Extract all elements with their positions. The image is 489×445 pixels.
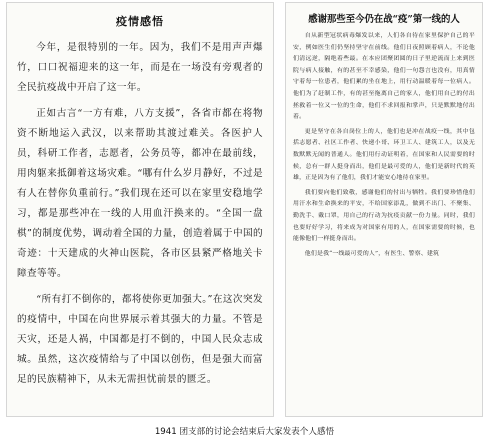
left-document-title: 疫情感悟 (116, 15, 164, 28)
left-paragraph: 正如古言“一方有难，八方支援”，各省市都在将物资不断地运入武汉，以来帮助其渡过难关。各医护人员，科研工作者，志愿者，公务员等，都冲在最前线，用肉躯来抵御着这场灾难。“哪有什么岁月静好，不过是有人在替你负重前行。”我们现在还可以在家里安稳地学习，都是那些冲在一线的人用血汗换来的。“全国一盘棋”的制度优势，调动着全国的力量，创造着属于中国的奇迹：十天建成的火神山医院，各市区县紧严格地关卡障查等等。 (17, 108, 263, 279)
right-paragraph: 他们是我“一线最可爱的人”，有医生、警察、建筑 (304, 250, 440, 257)
image-caption: 1941 团支部的讨论会结束后大家发表个人感悟 (154, 427, 335, 437)
right-document-title: 感谢那些至今仍在战“疫”第一线的人 (308, 14, 460, 25)
left-paragraph: “所有打不倒你的，都将使你更加强大。”在这次突发的疫情中，中国在向世界展示着其强大的力量。不管是天灾，还是人祸，中国都是打不倒的，中国人民众志成城。虽然，这次疫情给与了中国以创伤，但是强大而富足的民族精神下，从未无需担忧前景的匮乏。 (17, 294, 263, 385)
right-paragraph: 自从新型冠状病毒爆发以来，人们各自待在家里保护自己的平安，例如医生们仍坚持坚守在前线。他们日夜照顾着病人，不论他们清远逆，隔绝着些最。在本应团聚团圆的日子里逆流而上来到医院与病人接触，有的甚至不幸感染，他们一句怨言也没有，用真情守着每一位患者，他们累的坐在地上，用行动温暖着每一位病人。他们为了赶制工作，有的甚至拖离自己的家人，他们用自己的付出拯救着一位又一位的生命，他们不求回报和掌声，只是默默地付出着。 (293, 33, 475, 121)
right-document-image (285, 2, 483, 417)
left-paragraph: 今年，是很特别的一年。因为，我们不是用声声爆竹，口口祝福迎来的这一年，而是在一场没有旁观者的全民抗疫战中开启了这一年。 (17, 42, 263, 93)
left-document-image (6, 2, 274, 417)
right-paragraph: 我们要向他们致敬，感谢他们的付出与牺牲。我们要珍惜他们用汗水和生命换来的平安，不给国家添乱，做到不出门、不聚集、勤洗手、戴口罩，用自己的行动为抗疫贡献一份力量。同时，我们也要好好学习，将来成为对国家有用的人，在国家需要的时候，也能像他们一样挺身而出。 (293, 189, 475, 243)
right-paragraph: 更是坚守在各自岗位上的人，他们也是冲在战疫一线，其中包括志愿者、社区工作者、快递小哥、环卫工人、建筑工人，以及无数默默无闻的普通人。他们用行动证明着，在国家和人民需要的时候，总有一群人挺身而出，他们是最可爱的人，他们是新时代的英雄，正是因为有了他们，我们才能安心地待在家里。 (293, 128, 475, 182)
